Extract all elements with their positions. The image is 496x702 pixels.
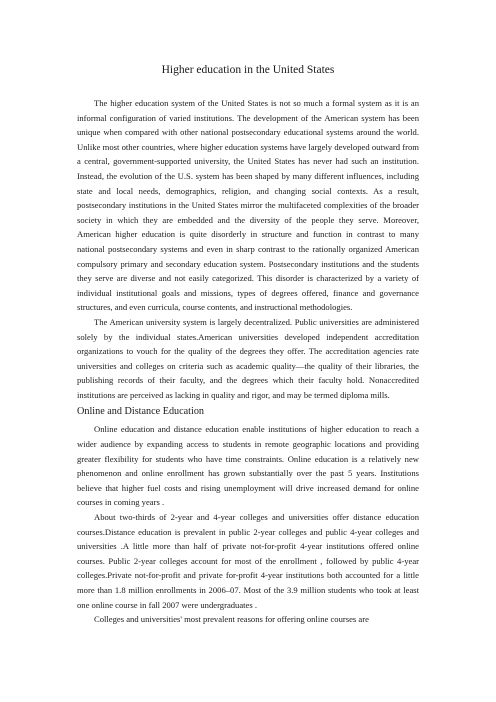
section-paragraph: Colleges and universities' most prevalent reasons for offering online courses are [94,614,369,625]
section-paragraph: About two-thirds of 2-year and 4-year colleges and universities offer distance education courses.Distance education is prevalent in public 2-year colleges and public 4-year colleges and universities .A little more than half of private not-for-profit 4-year institutions offered online courses. Public 2-year colleges account for most of the enrollment , followed by public 4-year colleges.Private not-for-profit and private for-profit 4-year institutions both accounted for a little more than 1.8 million enrollments in 2006–07. Most of the 3.9 million students who took at least one online course in fall 2007 were undergraduates . [77,512,419,610]
document-page [77,64,419,627]
section-heading: Online and Distance Education [77,406,205,418]
document-title: Higher education in the United States [161,64,335,76]
body-paragraph: The higher education system of the United States is not so much a formal system as it is an informal configuration of varied institutions. The development of the American system has been unique when compared with other national postsecondary educational systems around the world. Unlike most other countries, where higher education systems have largely developed outward from a central, government-supported university, the United States has never had such an institution. Instead, the evolution of the U.S. system has been shaped by many different influences, including state and local needs, demographics, religion, and changing social contexts. As a result, postsecondary institutions in the United States mirror the multifaceted complexities of the broader society in which they are embedded and the diversity of the people they serve. Moreover, American higher education is quite disorderly in structure and function in contrast to many national postsecondary systems and even in sharp contrast to the rationally organized American compulsory primary and secondary education system. Postsecondary institutions and the students they serve are diverse and not easily categorized. This disorder is characterized by a variety of individual institutional goals and missions, types of degrees offered, finance and governance structures, and even curricula, course contents, and instructional methodologies. [77,98,419,313]
section-paragraph: Online education and distance education enable institutions of higher education to reach a wider audience by expanding access to students in remote geographic locations and providing greater flexibility for students who have time constraints. Online education is a relatively new phenomenon and online enrollment has grown substantially over the past 5 years. Institutions believe that higher fuel costs and rising unemployment will drive increased demand for online courses in coming years . [77,424,419,508]
body-paragraph: The American university system is largely decentralized. Public universities are administered solely by the individual states.American universities developed independent accreditation organizations to vouch for the quality of the degrees they offer. The accreditation agencies rate universities and colleges on criteria such as academic quality—the quality of their libraries, the publishing records of their faculty, and the degrees which their faculty hold. Nonaccredited institutions are perceived as lacking in quality and rigor, and may be termed diploma mills. [77,316,419,400]
